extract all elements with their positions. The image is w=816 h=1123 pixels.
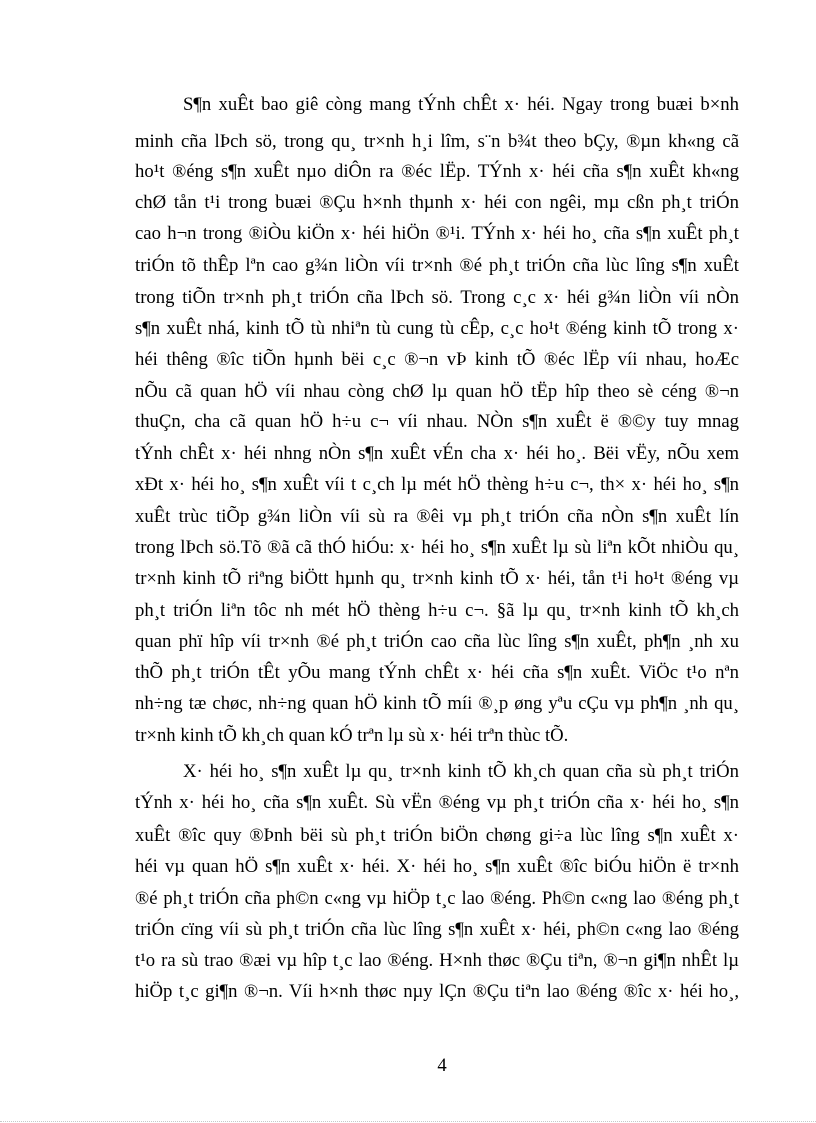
text-line: trong lÞch sö.Tõ ®ã cã thÓ hiÓu: x· héi ho¸ s¶n xuÊt lµ sù liªn kÕt nhiÒu qu¸ xyxy=(135,537,739,558)
text-line: S¶n xuÊt bao giê còng mang tÝnh chÊt x· héi. Ngay trong buæi b×nh xyxy=(183,94,739,115)
text-line: héi vµ quan hÖ s¶n xuÊt x· héi. X· héi ho¸ s¶n xuÊt ®îc biÓu hiÖn ë tr×nh xyxy=(135,856,739,877)
text-line: minh cña lÞch sö, trong qu¸ tr×nh h¸i lîm, s¨n b¾t theo bÇy, ®µn kh«ng cã xyxy=(135,131,739,152)
text-line: ph¸t triÓn liªn tôc nh mét hÖ thèng h÷u c¬. §ã lµ qu¸ tr×nh kinh tÕ kh¸ch xyxy=(135,600,739,621)
text-line: xÐt x· héi ho¸ s¶n xuÊt víi t c¸ch lµ mét hÖ thèng h÷u c¬, th× x· héi ho¸ s¶n xyxy=(135,474,739,495)
text-line: chØ tån t¹i trong buæi ®Çu h×nh thµnh x· héi con ngêi, mµ cßn ph¸t triÓn xyxy=(135,192,739,213)
text-line: xuÊt ®îc quy ®Þnh bëi sù ph¸t triÓn biÖn chøng gi÷a lùc lîng s¶n xuÊt x· xyxy=(135,825,739,846)
text-line: hiÖp t¸c gi¶n ®¬n. Víi h×nh thøc nµy lÇn ®Çu tiªn lao ®éng ®îc x· héi ho¸, xyxy=(135,981,739,1002)
text-line: trong tiÕn tr×nh ph¸t triÓn cña lÞch sö. Trong c¸c x· héi g¾n liÒn víi nÒn xyxy=(135,287,739,308)
text-line: nh÷ng tæ chøc, nh÷ng quan hÖ kinh tÕ míi ®¸p øng yªu cÇu vµ ph¶n ¸nh qu¸ xyxy=(135,693,739,714)
text-line: xuÊt trùc tiÕp g¾n liÒn víi sù ra ®êi vµ ph¸t triÓn cña nÒn s¶n xuÊt lín xyxy=(135,506,739,527)
text-line: tr×nh kinh tÕ kh¸ch quan kÓ trªn lµ sù x· héi trªn thùc tÕ. xyxy=(135,725,569,746)
text-line: cao h¬n trong ®iÒu kiÖn x· héi hiÖn ®¹i. TÝnh x· héi ho¸ cña s¶n xuÊt ph¸t xyxy=(135,223,739,244)
text-line: thuÇn, cha cã quan hÖ h÷u c¬ víi nhau. NÒn s¶n xuÊt ë ®©y tuy mnag xyxy=(135,411,739,432)
text-line: s¶n xuÊt nhá, kinh tÕ tù nhiªn tù cung tù cÊp, c¸c ho¹t ®éng kinh tÕ trong x· xyxy=(135,318,739,339)
text-line: tÝnh chÊt x· héi nhng nÒn s¶n xuÊt vÉn cha x· héi ho¸. Bëi vËy, nÕu xem xyxy=(135,443,739,464)
text-line: nÕu cã quan hÖ víi nhau còng chØ lµ quan hÖ tËp hîp theo sè céng ®¬n xyxy=(135,381,739,402)
text-line: thÕ ph¸t triÓn tÊt yÕu mang tÝnh chÊt x· héi cña s¶n xuÊt. ViÖc t¹o nªn xyxy=(135,662,739,683)
text-line: X· héi ho¸ s¶n xuÊt lµ qu¸ tr×nh kinh tÕ kh¸ch quan cña sù ph¸t triÓn xyxy=(183,761,739,782)
text-line: triÓn cïng víi sù ph¸t triÓn cña lùc lîng s¶n xuÊt x· héi, ph©n c«ng lao ®éng xyxy=(135,919,739,940)
text-line: t¹o ra sù trao ®æi vµ hîp t¸c lao ®éng. H×nh thøc ®Çu tiªn, ®¬n gi¶n nhÊt lµ xyxy=(135,950,739,971)
text-line: tÝnh x· héi ho¸ cña s¶n xuÊt. Sù vËn ®éng vµ ph¸t triÓn cña x· héi ho¸ s¶n xyxy=(135,792,739,813)
page-bottom-divider xyxy=(0,1121,816,1122)
text-line: ®é ph¸t triÓn cña ph©n c«ng vµ hiÖp t¸c lao ®éng. Ph©n c«ng lao ®éng ph¸t xyxy=(135,888,739,909)
text-line: quan phï hîp víi tr×nh ®é ph¸t triÓn cao cña lùc lîng s¶n xuÊt, ph¶n ¸nh xu xyxy=(135,631,739,652)
text-line: héi thêng ®îc tiÕn hµnh bëi c¸c ®¬n vÞ kinh tÕ ®éc lËp víi nhau, hoÆc xyxy=(135,349,739,370)
text-line: triÓn tõ thÊp lªn cao g¾n liÒn víi tr×nh ®é ph¸t triÓn cña lùc lîng s¶n xuÊt xyxy=(135,255,739,276)
page-number: 4 xyxy=(437,1055,447,1076)
text-line: ho¹t ®éng s¶n xuÊt nµo diÔn ra ®éc lËp. TÝnh x· héi cña s¶n xuÊt kh«ng xyxy=(135,161,739,182)
text-line: tr×nh kinh tÕ riªng biÖtt hµnh qu¸ tr×nh kinh tÕ x· héi, tån t¹i ho¹t ®éng vµ xyxy=(135,568,739,589)
